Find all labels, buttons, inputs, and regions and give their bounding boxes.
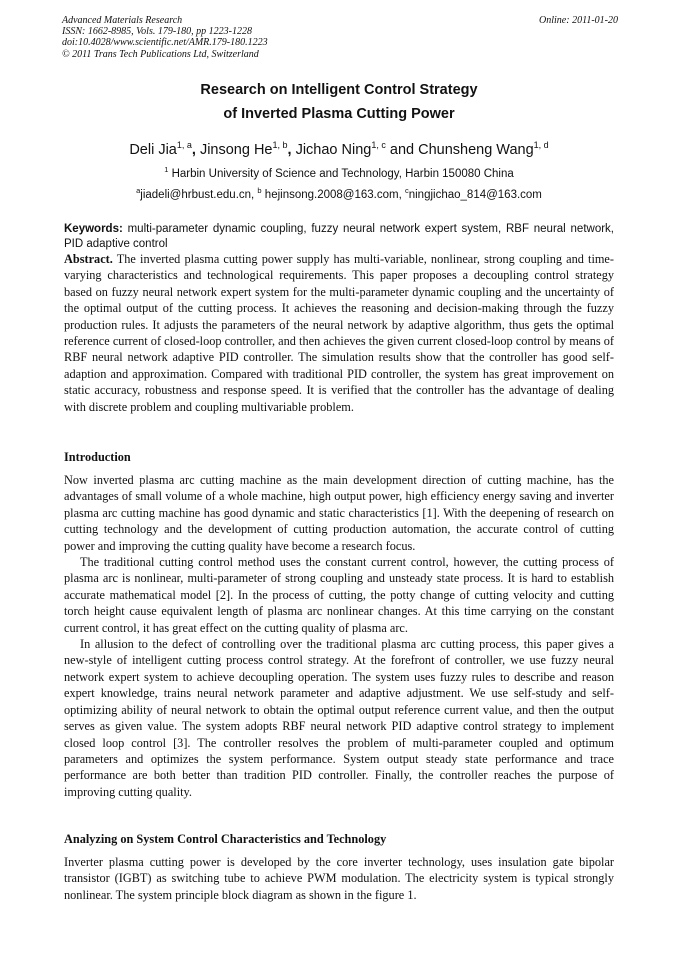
email-sup: b (257, 186, 262, 195)
keywords-label: Keywords: (64, 223, 123, 235)
email-line (0, 186, 678, 201)
doi-line: doi:10.4028/www.scientific.net/AMR.179-180.1223 (62, 37, 268, 49)
abstract (64, 251, 614, 415)
affiliation-text: Harbin University of Science and Technology, Harbin 150080 China (171, 167, 514, 180)
author-sup: 1, c (371, 140, 386, 150)
author-sep: , (287, 141, 296, 158)
author-name: Jichao Ning (295, 141, 372, 158)
author-sup: 1, b (272, 140, 288, 150)
keywords-text: multi-parameter dynamic coupling, fuzzy neural network expert system, RBF neural network, PID adaptive control (64, 223, 614, 250)
online-date: Online: 2011-01-20 (539, 15, 618, 26)
email: ningjichao_814@163.com (408, 188, 542, 201)
introduction-body (64, 472, 614, 800)
copyright-line: © 2011 Trans Tech Publications Ltd, Switzerland (62, 48, 259, 60)
affiliation-sup: 1 (164, 165, 169, 174)
author-list (0, 140, 678, 158)
email-sup: c (404, 186, 409, 195)
intro-paragraph-1: Now inverted plasma arc cutting machine as the main development direction of cutting machine, has the advantages of small volume of a whole machine, high output power, high efficiency energy saving and inverter plasma arc cutting machine has good dynamic and static characteristics [1]. With the deepening of research on cutting technology and the development of cutting production automation, the accurate control of cutting power and improving the cutting quality have become a research focus. (64, 473, 614, 553)
author-name: Jinsong He (199, 141, 273, 158)
email: hejinsong.2008@163.com, (264, 188, 405, 201)
abstract-text: The inverted plasma cutting power supply has multi-variable, nonlinear, strong coupling and time-varying characteristics and technological requirements. This paper proposes a decoupling control strategy based on fuzzy neural network expert system for the multi-parameter dynamic coupling and the uncertainty of the optimal output of the cutting process. It achieves the reasoning and decision-making through the fuzzy production rules. It adjusts the parameters of the neural network by adaptive algorithm, thus gets the optimal reference current of closed-loop controller, and then achieves the given current closed-loop control by means of RBF neural network adaptive PID controller. The simulation results show that the controller has good self-adaption and approximation. Compared with traditional PID controller, the system has great improvement on static accuracy, robustness and response speed. It is verified that the controller has the advantage of dealing with discrete problem and coupling multivariable problem. (64, 252, 614, 414)
author-name: Deli Jia (129, 141, 177, 158)
introduction-heading: Introduction (64, 450, 131, 464)
section2-heading: Analyzing on System Control Characteristics and Technology (64, 832, 387, 846)
author-sep: , (191, 141, 200, 158)
author-sup: 1, d (533, 140, 549, 150)
author-name: and Chunsheng Wang (389, 141, 534, 158)
paper-title-line-1: Research on Intelligent Control Strategy (200, 82, 478, 98)
keywords (64, 222, 614, 252)
email-sup: a (136, 186, 141, 195)
email: jiadeli@hrbust.edu.cn, (140, 188, 258, 201)
section2-body (64, 854, 614, 903)
paper-title-line-2: of Inverted Plasma Cutting Power (223, 106, 455, 122)
intro-paragraph-3: In allusion to the defect of controlling over the traditional plasma arc cutting process, this paper gives a new-style of intelligent cutting process control strategy. At the forefront of controller, we use fuzzy neural network expert system to achieve decoupling operation. The system uses fuzzy rules to describe and reason expert knowledge, trains neural network parameter and adaptive adjustment. We use self-study and self-optimizing ability of neural network to obtain the optimal output reference current value, and then the output serves as given value. The system adopts RBF neural network PID adaptive control strategy to implement closed loop control [3]. The controller resolves the problem of multi-parameter coupled and optimum parameters and optimizes the system performance. System output steady state performance and trace performance are both better than tradition PID controller. Finally, the controller reaches the purpose of improving cutting quality. (64, 637, 614, 799)
abstract-label: Abstract. (64, 252, 113, 266)
section2-paragraph-1: Inverter plasma cutting power is developed by the core inverter technology, uses insulation gate bipolar transistor (IGBT) as switching tube to achieve PWM modulation. The electricity system is typical strongly nonlinear. The system principle block diagram as shown in the figure 1. (64, 855, 614, 902)
intro-paragraph-2: The traditional cutting control method uses the constant current control, however, the cutting process of plasma arc is nonlinear, multi-parameter of strong coupling and unsteady state process. It is hard to establish accurate mathematical model [2]. In the process of cutting, the potty change of cutting velocity and cutting torch height cause equivalent length of plasma arc nonlinear changes. At this time carrying on the constant current control, it has great effect on the cutting quality of plasma arc. (64, 555, 614, 635)
affiliation (0, 165, 678, 180)
journal-name: Advanced Materials Research (62, 15, 183, 26)
journal-header (62, 15, 268, 60)
issn-line: ISSN: 1662-8985, Vols. 179-180, pp 1223-1228 (62, 26, 252, 38)
author-sup: 1, a (176, 140, 192, 150)
